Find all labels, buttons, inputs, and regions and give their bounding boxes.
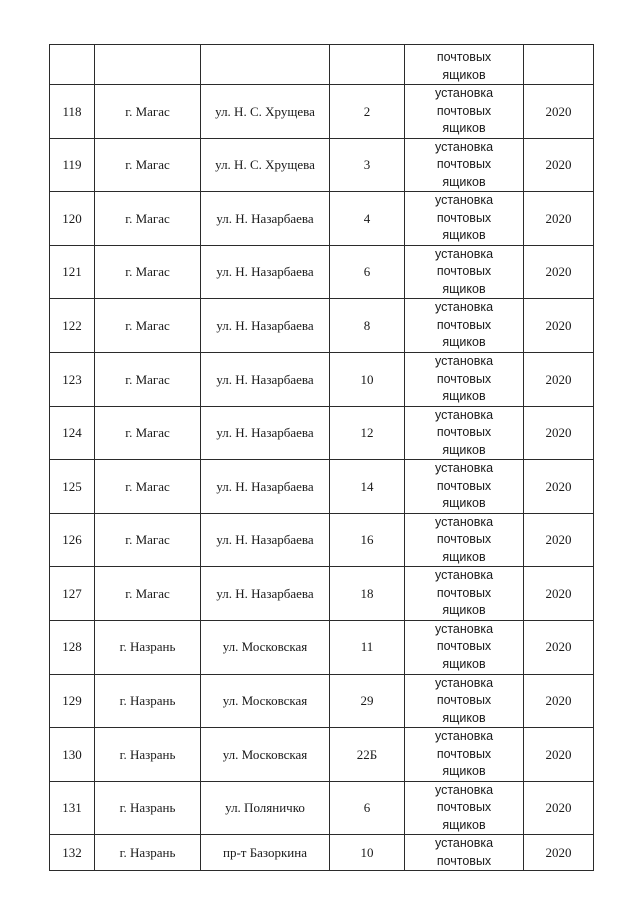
- work-line: ящиков: [442, 817, 486, 832]
- cell-street: ул. Московская: [201, 728, 330, 782]
- continuation-row: [50, 45, 594, 85]
- cell-work: [405, 513, 524, 567]
- table-row: [50, 835, 594, 871]
- table-row: [50, 460, 594, 514]
- work-line: установка: [434, 729, 494, 744]
- work-line: установка: [434, 246, 494, 261]
- cell-work: [405, 85, 524, 139]
- address-table: [49, 44, 594, 871]
- cell-work: [405, 45, 524, 85]
- table-row: [50, 781, 594, 835]
- table-row: [50, 352, 594, 406]
- cell-year: [524, 45, 594, 85]
- cell-work: [405, 460, 524, 514]
- cell-work: [405, 781, 524, 835]
- work-line: почтовых: [436, 853, 492, 868]
- work-line: почтовых: [436, 800, 492, 815]
- table-row: [50, 567, 594, 621]
- work-line: установка: [434, 407, 494, 422]
- cell-house: 2: [330, 85, 405, 139]
- cell-house: 3: [330, 138, 405, 192]
- table-row: [50, 620, 594, 674]
- cell-street: ул. Н. Назарбаева: [201, 567, 330, 621]
- cell-street: ул. Н. С. Хрущева: [201, 85, 330, 139]
- cell-year: 2020: [524, 567, 594, 621]
- work-line: ящиков: [442, 603, 486, 618]
- work-line: ящиков: [442, 281, 486, 296]
- cell-street: ул. Н. Назарбаева: [201, 352, 330, 406]
- cell-house: 29: [330, 674, 405, 728]
- work-line: установка: [434, 461, 494, 476]
- work-line: ящиков: [442, 335, 486, 350]
- cell-year: 2020: [524, 245, 594, 299]
- cell-street: ул. Н. Назарбаева: [201, 460, 330, 514]
- work-line: установка: [434, 675, 494, 690]
- work-line: установка: [434, 86, 494, 101]
- work-line: установка: [434, 782, 494, 797]
- cell-city: [95, 45, 201, 85]
- work-line: почтовых: [436, 478, 492, 493]
- work-line: установка: [434, 836, 494, 851]
- work-line: установка: [434, 568, 494, 583]
- cell-work: [405, 138, 524, 192]
- work-line: почтовых: [436, 425, 492, 440]
- cell-num: 123: [50, 352, 95, 406]
- cell-house: [330, 45, 405, 85]
- cell-city: г. Магас: [95, 299, 201, 353]
- work-line: почтовых: [436, 371, 492, 386]
- work-line: ящиков: [442, 442, 486, 457]
- work-line: почтовых: [436, 532, 492, 547]
- cell-city: г. Назрань: [95, 835, 201, 871]
- cell-city: г. Магас: [95, 460, 201, 514]
- cell-house: 4: [330, 192, 405, 246]
- cell-street: ул. Поляничко: [201, 781, 330, 835]
- cell-city: г. Магас: [95, 513, 201, 567]
- cell-city: г. Магас: [95, 138, 201, 192]
- cell-num: 120: [50, 192, 95, 246]
- cell-street: ул. Н. Назарбаева: [201, 245, 330, 299]
- work-line: ящиков: [442, 389, 486, 404]
- cell-house: 12: [330, 406, 405, 460]
- cell-work: [405, 835, 524, 871]
- work-line: ящиков: [442, 67, 486, 82]
- cell-num: 122: [50, 299, 95, 353]
- cell-year: 2020: [524, 620, 594, 674]
- cell-num: 127: [50, 567, 95, 621]
- work-line: установка: [434, 300, 494, 315]
- cell-street: пр-т Базоркина: [201, 835, 330, 871]
- cell-house: 11: [330, 620, 405, 674]
- cell-street: ул. Н. Назарбаева: [201, 192, 330, 246]
- cell-house: 6: [330, 245, 405, 299]
- cell-num: [50, 45, 95, 85]
- work-line: установка: [434, 193, 494, 208]
- cell-street: ул. Н. С. Хрущева: [201, 138, 330, 192]
- cell-year: 2020: [524, 835, 594, 871]
- cell-year: 2020: [524, 85, 594, 139]
- cell-street: ул. Н. Назарбаева: [201, 406, 330, 460]
- table-row: [50, 85, 594, 139]
- work-line: почтовых: [436, 639, 492, 654]
- table-row: [50, 192, 594, 246]
- cell-house: 18: [330, 567, 405, 621]
- cell-num: 124: [50, 406, 95, 460]
- cell-year: 2020: [524, 728, 594, 782]
- cell-house: 14: [330, 460, 405, 514]
- work-line: почтовых: [436, 585, 492, 600]
- table-row: [50, 728, 594, 782]
- work-line: почтовых: [436, 103, 492, 118]
- cell-city: г. Назрань: [95, 674, 201, 728]
- work-line: установка: [434, 514, 494, 529]
- cell-work: [405, 620, 524, 674]
- cell-work: [405, 352, 524, 406]
- work-line: установка: [434, 139, 494, 154]
- cell-year: 2020: [524, 674, 594, 728]
- cell-city: г. Магас: [95, 85, 201, 139]
- cell-work: [405, 406, 524, 460]
- cell-work: [405, 567, 524, 621]
- cell-year: 2020: [524, 406, 594, 460]
- work-line: ящиков: [442, 496, 486, 511]
- cell-street: ул. Московская: [201, 674, 330, 728]
- cell-house: 16: [330, 513, 405, 567]
- work-line: почтовых: [436, 317, 492, 332]
- cell-year: 2020: [524, 513, 594, 567]
- cell-year: 2020: [524, 299, 594, 353]
- table-row: [50, 299, 594, 353]
- cell-house: 8: [330, 299, 405, 353]
- cell-year: 2020: [524, 352, 594, 406]
- work-line: почтовых: [436, 746, 492, 761]
- cell-num: 119: [50, 138, 95, 192]
- cell-num: 129: [50, 674, 95, 728]
- cell-house: 6: [330, 781, 405, 835]
- cell-street: ул. Московская: [201, 620, 330, 674]
- work-line: почтовых: [436, 210, 492, 225]
- cell-work: [405, 245, 524, 299]
- table-row: [50, 513, 594, 567]
- cell-year: 2020: [524, 781, 594, 835]
- table-row: [50, 138, 594, 192]
- cell-city: г. Магас: [95, 406, 201, 460]
- cell-num: 118: [50, 85, 95, 139]
- cell-city: г. Магас: [95, 352, 201, 406]
- cell-num: 126: [50, 513, 95, 567]
- cell-work: [405, 192, 524, 246]
- cell-city: г. Магас: [95, 567, 201, 621]
- cell-city: г. Назрань: [95, 781, 201, 835]
- cell-work: [405, 674, 524, 728]
- cell-work: [405, 728, 524, 782]
- cell-year: 2020: [524, 138, 594, 192]
- work-line: установка: [434, 621, 494, 636]
- cell-num: 130: [50, 728, 95, 782]
- work-line: ящиков: [442, 121, 486, 136]
- work-line: почтовых: [436, 693, 492, 708]
- cell-work: [405, 299, 524, 353]
- cell-house: 10: [330, 835, 405, 871]
- cell-num: 125: [50, 460, 95, 514]
- work-line: ящиков: [442, 764, 486, 779]
- cell-house: 10: [330, 352, 405, 406]
- work-line: почтовых: [436, 157, 492, 172]
- table-body: [50, 45, 594, 871]
- work-line: установка: [434, 354, 494, 369]
- work-line: ящиков: [442, 174, 486, 189]
- cell-num: 128: [50, 620, 95, 674]
- work-line: ящиков: [442, 549, 486, 564]
- cell-street: [201, 45, 330, 85]
- cell-year: 2020: [524, 192, 594, 246]
- cell-num: 121: [50, 245, 95, 299]
- cell-city: г. Магас: [95, 192, 201, 246]
- cell-num: 131: [50, 781, 95, 835]
- cell-street: ул. Н. Назарбаева: [201, 513, 330, 567]
- cell-city: г. Назрань: [95, 728, 201, 782]
- cell-num: 132: [50, 835, 95, 871]
- table-row: [50, 674, 594, 728]
- work-line: ящиков: [442, 656, 486, 671]
- work-line: почтовых: [436, 50, 492, 64]
- work-line: почтовых: [436, 264, 492, 279]
- cell-house: 22Б: [330, 728, 405, 782]
- cell-city: г. Магас: [95, 245, 201, 299]
- work-line: ящиков: [442, 710, 486, 725]
- table-row: [50, 406, 594, 460]
- cell-year: 2020: [524, 460, 594, 514]
- cell-street: ул. Н. Назарбаева: [201, 299, 330, 353]
- work-line: ящиков: [442, 228, 486, 243]
- cell-city: г. Назрань: [95, 620, 201, 674]
- table-row: [50, 245, 594, 299]
